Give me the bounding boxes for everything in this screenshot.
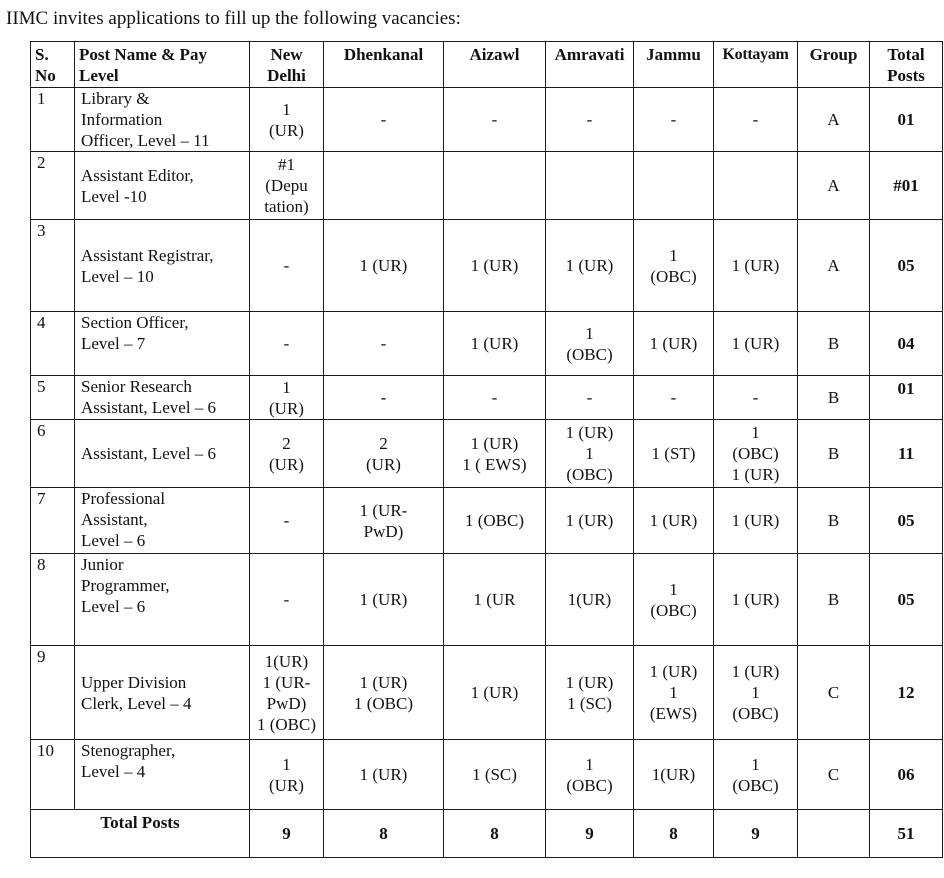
cell-jammu: - (634, 376, 714, 420)
cell-total-posts: 06 (870, 740, 943, 810)
cell-aizawl: 1 (UR) 1 ( EWS) (444, 420, 546, 488)
cell-kottayam: 1 (UR) (714, 312, 798, 376)
row-sno: 9 (31, 646, 75, 740)
cell-aizawl: 1 (UR) (444, 312, 546, 376)
cell-group: B (798, 376, 870, 420)
cell-jammu (634, 152, 714, 220)
cell-dhenkanal: 1 (UR) (324, 740, 444, 810)
header-sno: S. No (31, 42, 75, 88)
table-row (31, 88, 943, 152)
row-post-name: Senior Research Assistant, Level – 6 (75, 376, 250, 420)
header-aizawl: Aizawl (444, 42, 546, 88)
cell-amravati: 1 (OBC) (546, 312, 634, 376)
total-jammu: 8 (634, 810, 714, 858)
cell-kottayam: - (714, 376, 798, 420)
cell-amravati: 1 (UR) 1 (OBC) (546, 420, 634, 488)
total-amravati: 9 (546, 810, 634, 858)
cell-dhenkanal: 2 (UR) (324, 420, 444, 488)
cell-amravati: 1 (UR) 1 (SC) (546, 646, 634, 740)
cell-group: A (798, 220, 870, 312)
header-post: Post Name & Pay Level (75, 42, 250, 88)
cell-aizawl: 1 (OBC) (444, 488, 546, 554)
cell-group: B (798, 420, 870, 488)
header-kottayam: Kottayam (714, 42, 798, 88)
row-post-name: Section Officer, Level – 7 (75, 312, 250, 376)
cell-dhenkanal: - (324, 312, 444, 376)
cell-kottayam: 1 (UR) (714, 554, 798, 646)
cell-total-posts: 12 (870, 646, 943, 740)
cell-kottayam: 1 (OBC) (714, 740, 798, 810)
cell-new-delhi: 1 (UR) (250, 376, 324, 420)
cell-new-delhi: - (250, 554, 324, 646)
row-post-name: Assistant Registrar, Level – 10 (75, 220, 250, 312)
cell-group: B (798, 312, 870, 376)
row-post-name: Upper Division Clerk, Level – 4 (75, 646, 250, 740)
cell-new-delhi: 1(UR) 1 (UR- PwD) 1 (OBC) (250, 646, 324, 740)
table-row (31, 376, 943, 420)
row-post-name: Assistant, Level – 6 (75, 420, 250, 488)
table-row (31, 488, 943, 554)
totals-label: Total Posts (31, 810, 250, 858)
cell-aizawl: 1 (UR) (444, 646, 546, 740)
cell-group: A (798, 88, 870, 152)
total-kottayam: 9 (714, 810, 798, 858)
cell-amravati: 1(UR) (546, 554, 634, 646)
header-total: Total Posts (870, 42, 943, 88)
cell-kottayam: 1 (OBC) 1 (UR) (714, 420, 798, 488)
total-group (798, 810, 870, 858)
cell-aizawl: - (444, 376, 546, 420)
cell-dhenkanal (324, 152, 444, 220)
cell-kottayam: 1 (UR) (714, 220, 798, 312)
cell-kottayam: - (714, 88, 798, 152)
row-sno: 1 (31, 88, 75, 152)
cell-new-delhi: - (250, 312, 324, 376)
cell-group: B (798, 554, 870, 646)
table-row (31, 220, 943, 312)
cell-aizawl: 1 (SC) (444, 740, 546, 810)
cell-kottayam: 1 (UR) 1 (OBC) (714, 646, 798, 740)
intro-text: IIMC invites applications to fill up the following vacancies: (6, 8, 461, 29)
cell-total-posts: 04 (870, 312, 943, 376)
cell-group: B (798, 488, 870, 554)
cell-amravati: - (546, 376, 634, 420)
cell-aizawl (444, 152, 546, 220)
cell-jammu: 1 (OBC) (634, 220, 714, 312)
header-new-delhi: New Delhi (250, 42, 324, 88)
totals-row (31, 810, 943, 858)
header-amravati: Amravati (546, 42, 634, 88)
table-row (31, 152, 943, 220)
cell-jammu: 1 (UR) (634, 312, 714, 376)
cell-jammu: 1 (UR) 1 (EWS) (634, 646, 714, 740)
cell-total-posts: 01 (870, 88, 943, 152)
cell-jammu: - (634, 88, 714, 152)
total-posts: 51 (870, 810, 943, 858)
cell-group: A (798, 152, 870, 220)
cell-kottayam (714, 152, 798, 220)
cell-new-delhi: - (250, 488, 324, 554)
row-sno: 8 (31, 554, 75, 646)
cell-jammu: 1 (ST) (634, 420, 714, 488)
cell-total-posts: #01 (870, 152, 943, 220)
row-sno: 6 (31, 420, 75, 488)
cell-total-posts: 05 (870, 220, 943, 312)
cell-jammu: 1(UR) (634, 740, 714, 810)
table-row (31, 646, 943, 740)
row-post-name: Professional Assistant, Level – 6 (75, 488, 250, 554)
cell-dhenkanal: - (324, 88, 444, 152)
cell-group: C (798, 646, 870, 740)
cell-aizawl: 1 (UR) (444, 220, 546, 312)
row-sno: 5 (31, 376, 75, 420)
row-sno: 10 (31, 740, 75, 810)
header-jammu: Jammu (634, 42, 714, 88)
cell-total-posts: 11 (870, 420, 943, 488)
header-dhenkanal: Dhenkanal (324, 42, 444, 88)
header-group: Group (798, 42, 870, 88)
table-row (31, 312, 943, 376)
cell-dhenkanal: 1 (UR) (324, 220, 444, 312)
cell-new-delhi: - (250, 220, 324, 312)
cell-new-delhi: 1 (UR) (250, 740, 324, 810)
total-new-delhi: 9 (250, 810, 324, 858)
cell-kottayam: 1 (UR) (714, 488, 798, 554)
cell-total-posts: 01 (870, 376, 943, 420)
cell-dhenkanal: 1 (UR) 1 (OBC) (324, 646, 444, 740)
cell-amravati: - (546, 88, 634, 152)
cell-amravati: 1 (UR) (546, 220, 634, 312)
cell-new-delhi: #1 (Depu tation) (250, 152, 324, 220)
table-row (31, 420, 943, 488)
vacancy-table (30, 41, 943, 858)
row-post-name: Library & Information Officer, Level – 11 (75, 88, 250, 152)
row-sno: 3 (31, 220, 75, 312)
cell-amravati: 1 (UR) (546, 488, 634, 554)
cell-total-posts: 05 (870, 554, 943, 646)
cell-amravati (546, 152, 634, 220)
total-dhenkanal: 8 (324, 810, 444, 858)
row-sno: 2 (31, 152, 75, 220)
cell-dhenkanal: 1 (UR) (324, 554, 444, 646)
cell-new-delhi: 1 (UR) (250, 88, 324, 152)
row-sno: 4 (31, 312, 75, 376)
cell-aizawl: - (444, 88, 546, 152)
cell-amravati: 1 (OBC) (546, 740, 634, 810)
cell-dhenkanal: - (324, 376, 444, 420)
cell-dhenkanal: 1 (UR- PwD) (324, 488, 444, 554)
cell-aizawl: 1 (UR (444, 554, 546, 646)
cell-total-posts: 05 (870, 488, 943, 554)
table-row (31, 740, 943, 810)
total-aizawl: 8 (444, 810, 546, 858)
cell-group: C (798, 740, 870, 810)
row-post-name: Assistant Editor, Level -10 (75, 152, 250, 220)
table-row (31, 554, 943, 646)
header-row (31, 42, 943, 88)
row-post-name: Stenographer, Level – 4 (75, 740, 250, 810)
row-sno: 7 (31, 488, 75, 554)
cell-jammu: 1 (OBC) (634, 554, 714, 646)
cell-new-delhi: 2 (UR) (250, 420, 324, 488)
table-body (31, 88, 943, 810)
row-post-name: Junior Programmer, Level – 6 (75, 554, 250, 646)
cell-jammu: 1 (UR) (634, 488, 714, 554)
